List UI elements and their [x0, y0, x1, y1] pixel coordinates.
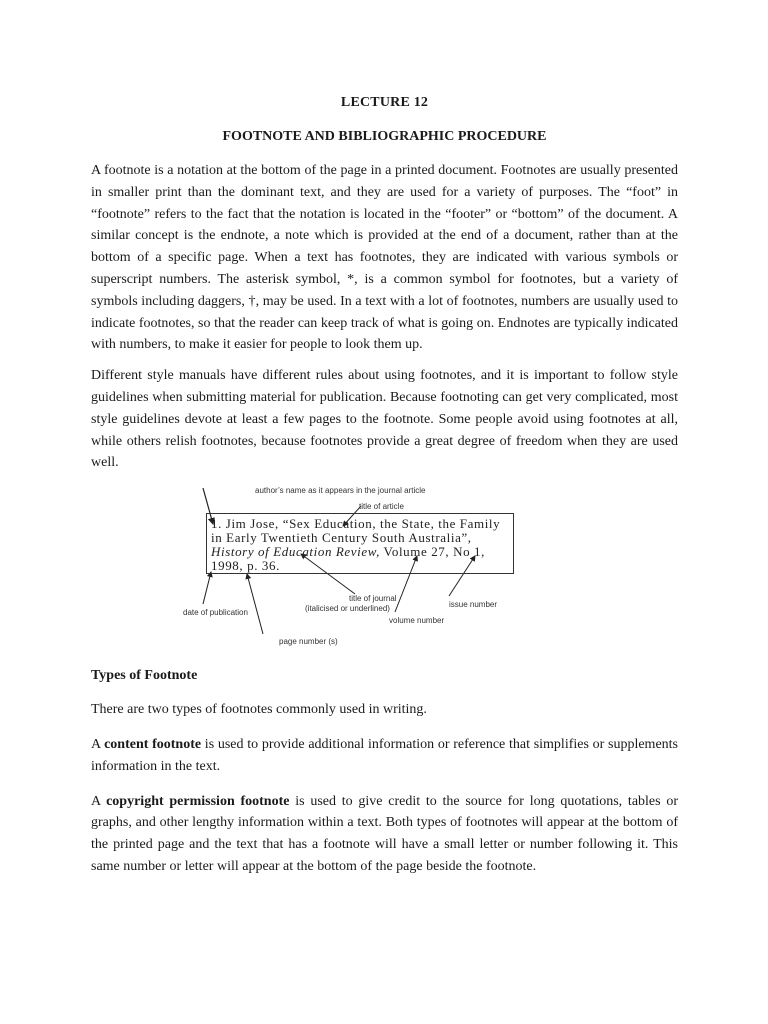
citation-line-1: 1. Jim Jose, “Sex Education, the State, the Family — [211, 516, 501, 532]
label-author-name: author’s name as it appears in the journal article — [255, 486, 426, 496]
label-page-number: page number (s) — [279, 637, 338, 647]
label-italicised: (italicised or underlined) — [305, 604, 390, 614]
section-heading-types: Types of Footnote — [91, 668, 198, 684]
content-footnote-text: is used to provide additional information or reference that simplifies or supplements information in the text. — [91, 736, 679, 774]
paragraph-types-intro: There are two types of footnotes commonly used in writing. — [91, 702, 427, 718]
paragraph-copyright-footnote — [91, 791, 678, 878]
paragraph-style-manuals: Different style manuals have different rules about using footnotes, and it is important to follow style guidelines when submitting material for publication. Because footnoting can get very complicated, most style guidelines devote at least a few pages to the footnote. Some people avoid using footnotes at all, while others relish footnotes, because footnotes provide a great degree of freedom when they are used well. — [91, 368, 678, 471]
copyright-prefix: A — [91, 793, 107, 809]
label-volume-number: volume number — [389, 616, 445, 626]
label-title-of-article: title of article — [359, 502, 404, 512]
citation-example-box — [206, 513, 514, 574]
paragraph-content-footnote — [91, 734, 678, 778]
label-issue-number: issue number — [449, 600, 498, 610]
citation-journal-title: History of Education Review, — [211, 544, 380, 560]
citation-line-4: 1998, p. 36. — [211, 558, 280, 574]
label-date-of-publication: date of publication — [183, 608, 248, 618]
label-title-of-journal: title of journal — [349, 594, 397, 604]
citation-line-2: in Early Twentieth Century South Australia”, — [211, 530, 472, 546]
lecture-title: LECTURE 12 — [340, 95, 429, 110]
copyright-footnote-term: copyright permission footnote — [106, 793, 290, 809]
paragraph-footnote-definition: A footnote is a notation at the bottom of the page in a printed document. Footnotes are usually presented in smaller print than the dominant text, and they are used for a variety of purposes. The “foot” in “footnote” refers to the fact that the notation is located in the “footer” or “bottom” of the document. A similar concept is the endnote, a note which is provided at the end of a document, rather than at the bottom of a specific page. When a text has footnotes, they are indicated with various symbols or superscript numbers. The asterisk symbol, *, is a common symbol for footnotes, but a variety of symbols including daggers, †, may be used. In a text with a lot of footnotes, numbers are usually used to indicate footnotes, so that the reader can keep track of what is going on. Endnotes are typically indicated with numbers, to make it easier for people to look them up. — [91, 163, 678, 353]
citation-line-3 — [211, 545, 513, 559]
footnote-anatomy-figure — [183, 486, 503, 648]
page-title: FOOTNOTE AND BIBLIOGRAPHIC PROCEDURE — [222, 129, 547, 144]
content-prefix: A — [91, 736, 105, 752]
copyright-footnote-text: is used to give credit to the source for long quotations, tables or graphs, and other lengthy information within a text. Both types of footnotes will appear at the bottom of the printed page and the text that has a footnote will have a small letter or number following it. This same number or letter will appear at the bottom of the page beside the footnote. — [91, 793, 678, 874]
document-page — [91, 88, 678, 878]
citation-volume-issue: Volume 27, No 1, — [379, 544, 485, 560]
content-footnote-term: content footnote — [104, 736, 202, 752]
